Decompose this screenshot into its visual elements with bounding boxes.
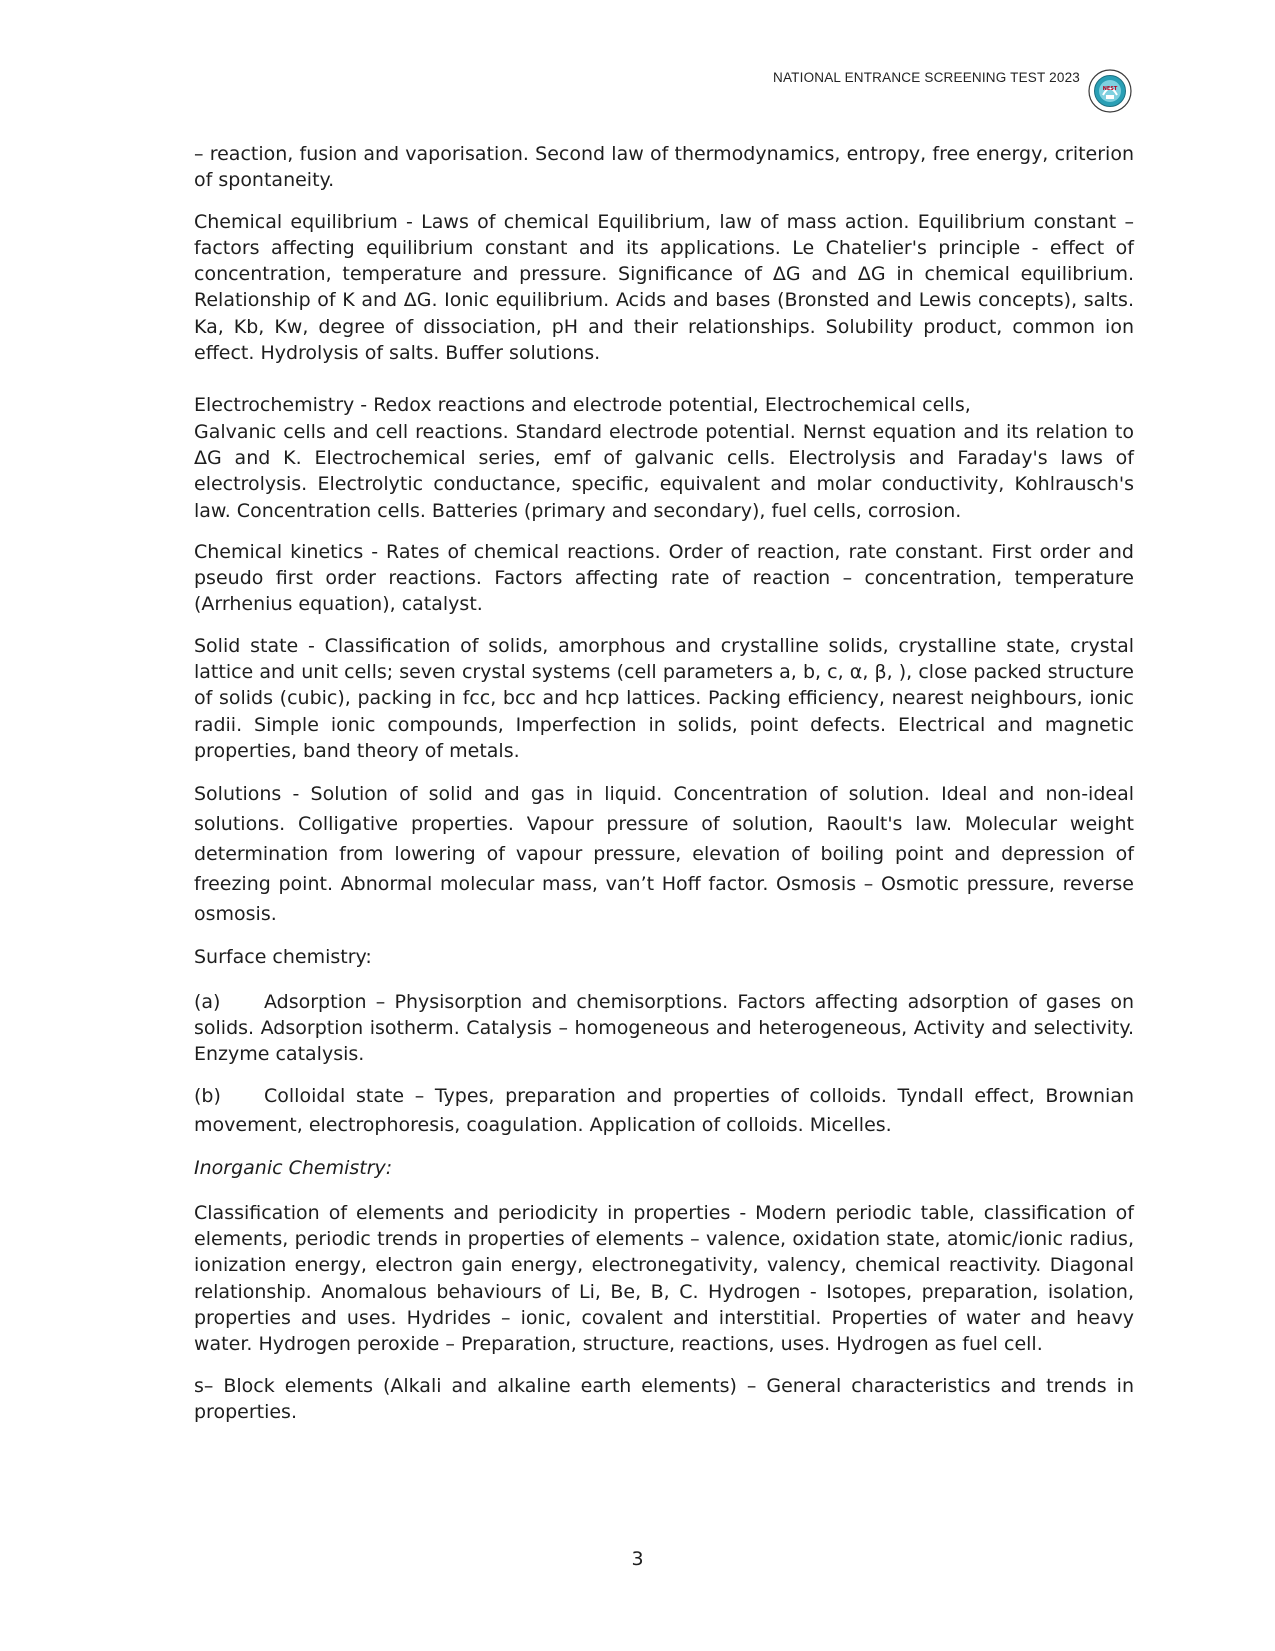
paragraph-chemical-equilibrium: Chemical equilibrium - Laws of chemical Equilibrium, law of mass action. Equilibrium constant – factors affecting equilibrium constant and its applications. Le Chatelier's principle - effect of concentration, temperature and pressure. Significance of ΔG and ΔG in chemical equilibrium. Relationship of K and ΔG. Ionic equilibrium. Acids and bases (Bronsted and Lewis concepts), salts. Ka, Kb, Kw, degree of dissociation, pH and their relationships. Solubility product, common ion effect. Hydrolysis of salts. Buffer solutions. xyxy=(194,210,1134,365)
surface-chemistry-heading: Surface chemistry: xyxy=(194,946,372,969)
syllabus-content xyxy=(194,141,1134,1440)
paragraph-electrochemistry xyxy=(194,392,1134,523)
paragraph-s-block: s– Block elements (Alkali and alkaline earth elements) – General characteristics and trends in properties. xyxy=(194,1374,1134,1423)
paragraph-periodicity: Classification of elements and periodicity in properties - Modern periodic table, classification of elements, periodic trends in properties of elements – valence, oxidation state, atomic/ionic radius, ionization energy, electron gain energy, electronegativity, valency, chemical reactivity. Diagonal relationship. Anomalous behaviours of Li, Be, B, C. Hydrogen - Isotopes, preparation, isolation, properties and uses. Hydrides – ionic, covalent and interstitial. Properties of water and heavy water. Hydrogen peroxide – Preparation, structure, reactions, uses. Hydrogen as fuel cell. xyxy=(194,1201,1134,1356)
logo-label: NEST xyxy=(1102,86,1118,92)
list-item-adsorption xyxy=(194,989,1134,1068)
paragraph-solutions: Solutions - Solution of solid and gas in liquid. Concentration of solution. Ideal and non-ideal solutions. Colligative properties. Vapour pressure of solution, Raoult's law. Molecular weight determination from lowering of vapour pressure, elevation of boiling point and depression of freezing point. Abnormal molecular mass, van’t Hoff factor. Osmosis – Osmotic pressure, reverse osmosis. xyxy=(194,783,1134,926)
nest-logo-icon xyxy=(1087,68,1133,114)
paragraph-thermodynamics: – reaction, fusion and vaporisation. Second law of thermodynamics, entropy, free energy, criterion of spontaneity. xyxy=(194,143,1134,192)
item-a-label: (a) xyxy=(194,990,221,1013)
electrochemistry-first-line: Electrochemistry - Redox reactions and electrode potential, Electrochemical cells, xyxy=(194,394,971,417)
header-title: NATIONAL ENTRANCE SCREENING TEST 2023 xyxy=(773,70,1080,85)
item-a-text: Adsorption – Physisorption and chemisorptions. Factors affecting adsorption of gases on solids. Adsorption isotherm. Catalysis – homogeneous and heterogeneous, Activity and selectivity. Enzyme catalysis. xyxy=(194,990,1134,1066)
item-b-text: Colloidal state – Types, preparation and properties of colloids. Tyndall effect, Brownian movement, electrophoresis, coagulation. Application of colloids. Micelles. xyxy=(194,1085,1134,1137)
list-item-colloidal-state xyxy=(194,1082,1134,1140)
inorganic-chemistry-heading: Inorganic Chemistry: xyxy=(194,1157,393,1180)
item-b-label: (b) xyxy=(194,1085,221,1108)
paragraph-chemical-kinetics: Chemical kinetics - Rates of chemical reactions. Order of reaction, rate constant. First order and pseudo first order reactions. Factors affecting rate of reaction – concentration, temperature (Arrhenius equation), catalyst. xyxy=(194,540,1134,616)
electrochemistry-rest: Galvanic cells and cell reactions. Standard electrode potential. Nernst equation and its relation to ΔG and K. Electrochemical series, emf of galvanic cells. Electrolysis and Faraday's laws of electrolysis. Electrolytic conductance, specific, equivalent and molar conductivity, Kohlrausch's law. Concentration cells. Batteries (primary and secondary), fuel cells, corrosion. xyxy=(194,420,1134,522)
paragraph-solid-state: Solid state - Classification of solids, amorphous and crystalline solids, crystalline state, crystal lattice and unit cells; seven crystal systems (cell parameters a, b, c, α, β, ), close packed structure of solids (cubic), packing in fcc, bcc and hcp lattices. Packing efficiency, nearest neighbours, ionic radii. Simple ionic compounds, Imperfection in solids, point defects. Electrical and magnetic properties, band theory of metals. xyxy=(194,634,1134,762)
page-number: 3 xyxy=(631,1548,644,1570)
